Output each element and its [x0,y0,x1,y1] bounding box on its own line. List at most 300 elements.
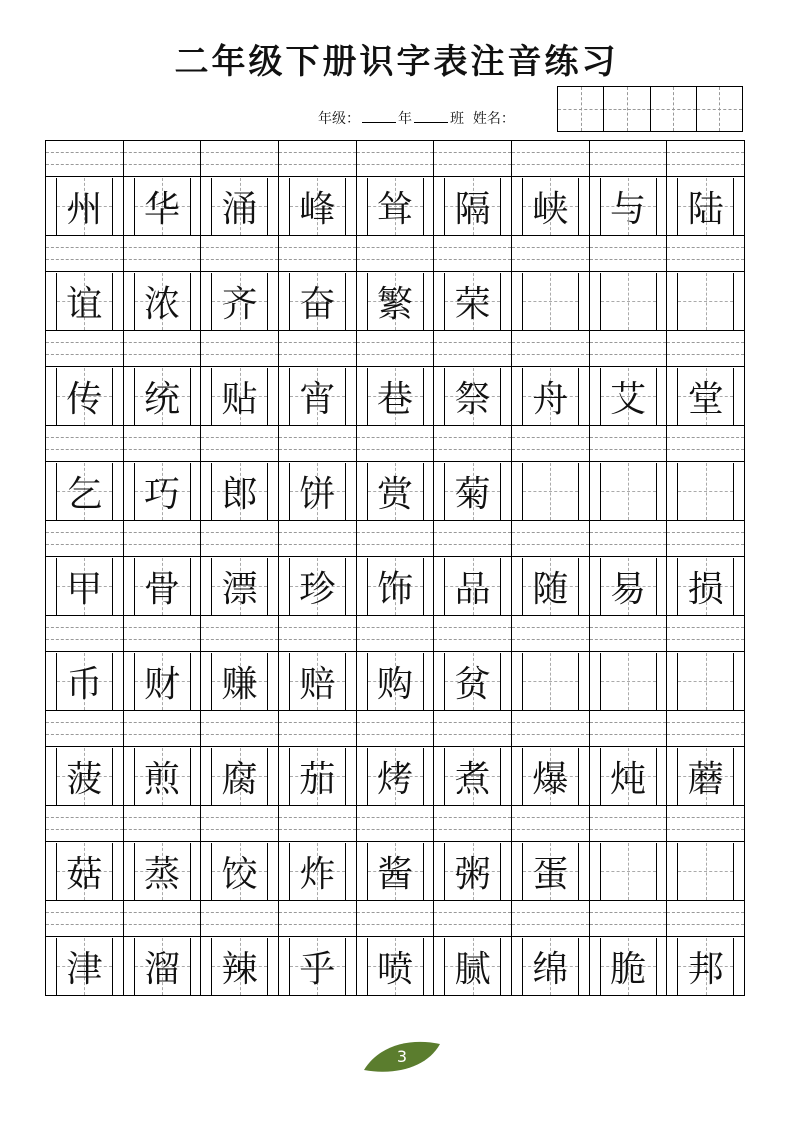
character-cell [666,842,745,900]
tianzige-box [677,368,734,425]
pinyin-cell[interactable] [200,616,278,651]
tianzige-box [522,463,579,520]
pinyin-cell[interactable] [123,426,201,461]
tianzige-box [367,748,424,805]
pinyin-cell[interactable] [433,616,511,651]
character-cell [45,652,123,710]
character: 珍 [299,568,336,610]
character-cell [278,842,356,900]
tianzige-box [211,178,268,235]
character: 绵 [532,948,569,990]
character-cell [511,367,589,425]
row-group [45,141,745,236]
character-cell [45,937,123,995]
character: 与 [610,188,647,230]
pinyin-cell[interactable] [433,901,511,936]
tianzige-box [134,463,191,520]
pinyin-cell[interactable] [589,331,667,366]
pinyin-cell[interactable] [200,236,278,271]
pinyin-row [45,901,745,937]
pinyin-row [45,236,745,272]
character: 乎 [299,948,336,990]
tianzige-box [677,748,734,805]
character: 统 [143,378,180,420]
character: 宵 [299,378,336,420]
pinyin-cell[interactable] [666,236,745,271]
character-cell [433,842,511,900]
tianzige-box [522,558,579,615]
character-cell [123,177,201,235]
character: 菊 [454,473,491,515]
character-cell [123,652,201,710]
character: 腻 [454,948,491,990]
name-cell[interactable] [558,87,604,131]
character: 骨 [143,568,180,610]
pinyin-cell[interactable] [123,521,201,556]
pinyin-cell[interactable] [433,141,511,176]
pinyin-cell[interactable] [278,236,356,271]
character: 溜 [143,948,180,990]
character-cell [278,937,356,995]
pinyin-cell[interactable] [278,141,356,176]
pinyin-cell[interactable] [433,236,511,271]
class-label: 班 [450,111,464,127]
character-row [45,177,745,236]
tianzige-box [211,938,268,995]
pinyin-cell[interactable] [123,711,201,746]
pinyin-cell[interactable] [356,236,434,271]
character: 饼 [299,473,336,515]
pinyin-cell[interactable] [45,521,123,556]
pinyin-cell[interactable] [666,331,745,366]
tianzige-box [211,368,268,425]
character-cell [356,557,434,615]
character-cell [200,652,278,710]
character-cell [433,462,511,520]
character: 菠 [66,758,103,800]
character-cell [200,842,278,900]
character: 浓 [143,283,180,325]
character-cell [511,177,589,235]
pinyin-cell[interactable] [589,141,667,176]
character-cell [356,177,434,235]
tianzige-box [56,653,113,710]
character-cell [433,652,511,710]
character-cell [356,462,434,520]
pinyin-cell[interactable] [200,711,278,746]
pinyin-cell[interactable] [589,236,667,271]
character: 财 [143,663,180,705]
pinyin-cell[interactable] [278,806,356,841]
tianzige-box [444,938,501,995]
pinyin-cell[interactable] [356,141,434,176]
pinyin-row [45,141,745,177]
character: 币 [66,663,103,705]
character-cell [356,367,434,425]
tianzige-box [211,463,268,520]
tianzige-box [600,178,657,235]
character: 赚 [221,663,258,705]
character: 脆 [610,948,647,990]
character: 传 [66,378,103,420]
tianzige-box [522,748,579,805]
pinyin-cell[interactable] [278,426,356,461]
tianzige-box [367,178,424,235]
tianzige-box [289,558,346,615]
character: 贴 [221,378,258,420]
pinyin-cell[interactable] [45,901,123,936]
pinyin-cell[interactable] [278,331,356,366]
character-cell [511,747,589,805]
character: 随 [532,568,569,610]
pinyin-cell[interactable] [511,901,589,936]
character: 祭 [454,378,491,420]
character: 峰 [299,188,336,230]
character-cell [278,272,356,330]
pinyin-cell[interactable] [511,331,589,366]
character: 炸 [299,853,336,895]
tianzige-box [367,273,424,330]
pinyin-cell[interactable] [45,806,123,841]
tianzige-box [444,463,501,520]
character-cell [511,652,589,710]
character-cell [589,272,667,330]
pinyin-cell[interactable] [589,711,667,746]
character-cell [589,747,667,805]
tianzige-box [600,558,657,615]
character-cell [123,272,201,330]
character: 茄 [299,758,336,800]
pinyin-cell[interactable] [589,901,667,936]
pinyin-cell[interactable] [511,236,589,271]
pinyin-cell[interactable] [200,426,278,461]
character: 乞 [66,473,103,515]
tianzige-box [289,938,346,995]
tianzige-box [600,843,657,900]
pinyin-cell[interactable] [356,616,434,651]
pinyin-cell[interactable] [45,616,123,651]
character-cell [123,557,201,615]
character-cell [589,367,667,425]
character-cell [666,937,745,995]
pinyin-cell[interactable] [666,141,745,176]
pinyin-cell[interactable] [666,901,745,936]
character-row [45,462,745,521]
pinyin-cell[interactable] [123,236,201,271]
name-cell[interactable] [697,87,742,131]
character-cell [589,652,667,710]
character: 繁 [377,283,414,325]
character: 喷 [377,948,414,990]
tianzige-box [677,273,734,330]
pinyin-cell[interactable] [123,616,201,651]
character: 峡 [532,188,569,230]
pinyin-cell[interactable] [666,616,745,651]
tianzige-box [134,273,191,330]
character-cell [666,367,745,425]
character: 奋 [299,283,336,325]
tianzige-box [444,653,501,710]
tianzige-box [677,463,734,520]
character: 腐 [221,758,258,800]
character: 津 [66,948,103,990]
name-writing-box[interactable] [557,86,743,132]
tianzige-box [522,368,579,425]
character-cell [45,177,123,235]
tianzige-box [677,843,734,900]
row-group [45,901,745,996]
character-cell [45,367,123,425]
tianzige-box [444,843,501,900]
pinyin-cell[interactable] [433,711,511,746]
character: 巧 [143,473,180,515]
character-cell [200,747,278,805]
tianzige-box [600,273,657,330]
grade-blank[interactable] [362,122,396,123]
pinyin-cell[interactable] [356,521,434,556]
class-blank[interactable] [414,122,448,123]
pinyin-cell[interactable] [666,521,745,556]
pinyin-cell[interactable] [511,426,589,461]
pinyin-row [45,806,745,842]
tianzige-box [56,178,113,235]
name-label: 姓名： [472,111,515,127]
character: 辣 [221,948,258,990]
pinyin-cell[interactable] [200,331,278,366]
tianzige-box [444,748,501,805]
pinyin-cell[interactable] [356,331,434,366]
character: 荣 [454,283,491,325]
character: 煎 [143,758,180,800]
pinyin-cell[interactable] [666,711,745,746]
character-cell [200,462,278,520]
character: 饰 [377,568,414,610]
tianzige-box [134,558,191,615]
pinyin-cell[interactable] [278,901,356,936]
character-row [45,652,745,711]
tianzige-box [56,368,113,425]
tianzige-box [289,748,346,805]
pinyin-cell[interactable] [45,711,123,746]
character: 堂 [687,378,724,420]
pinyin-cell[interactable] [589,426,667,461]
tianzige-box [677,178,734,235]
tianzige-box [56,748,113,805]
character-cell [278,652,356,710]
pinyin-cell[interactable] [356,711,434,746]
character: 贫 [454,663,491,705]
pinyin-cell[interactable] [356,806,434,841]
character-cell [356,747,434,805]
character-cell [589,557,667,615]
character-cell [666,177,745,235]
character: 郎 [221,473,258,515]
tianzige-box [600,748,657,805]
character-cell [433,177,511,235]
character-cell [278,557,356,615]
character-row [45,842,745,901]
pinyin-cell[interactable] [200,521,278,556]
character: 粥 [454,853,491,895]
character-cell [589,177,667,235]
student-info [318,108,515,128]
character: 艾 [610,378,647,420]
character-cell [356,652,434,710]
character-cell [200,367,278,425]
pinyin-cell[interactable] [200,901,278,936]
name-cell[interactable] [604,87,650,131]
tianzige-box [134,748,191,805]
character-cell [433,367,511,425]
name-cell[interactable] [651,87,697,131]
tianzige-box [677,558,734,615]
character: 损 [687,568,724,610]
pinyin-cell[interactable] [123,806,201,841]
character: 隔 [454,188,491,230]
character: 爆 [532,758,569,800]
character-cell [511,557,589,615]
pinyin-cell[interactable] [123,141,201,176]
character-cell [511,842,589,900]
pinyin-cell[interactable] [278,711,356,746]
character-cell [589,842,667,900]
character-cell [45,747,123,805]
tianzige-box [211,273,268,330]
character-cell [123,462,201,520]
row-group [45,521,745,616]
pinyin-cell[interactable] [589,806,667,841]
pinyin-cell[interactable] [45,331,123,366]
character-cell [45,557,123,615]
character: 饺 [221,853,258,895]
tianzige-box [367,463,424,520]
character: 购 [377,663,414,705]
tianzige-box [522,653,579,710]
pinyin-cell[interactable] [511,616,589,651]
tianzige-box [289,843,346,900]
pinyin-cell[interactable] [200,806,278,841]
tianzige-box [134,653,191,710]
character: 蘑 [687,758,724,800]
character: 蛋 [532,853,569,895]
character: 舟 [532,378,569,420]
pinyin-cell[interactable] [45,141,123,176]
character-cell [666,462,745,520]
grade-label: 年级： [318,111,360,127]
character-cell [433,937,511,995]
pinyin-cell[interactable] [666,806,745,841]
character: 齐 [221,283,258,325]
tianzige-box [211,653,268,710]
tianzige-box [367,368,424,425]
pinyin-cell[interactable] [200,141,278,176]
character-cell [356,272,434,330]
row-group [45,331,745,426]
character: 品 [454,568,491,610]
character-row [45,557,745,616]
pinyin-cell[interactable] [45,426,123,461]
tianzige-box [56,463,113,520]
pinyin-cell[interactable] [356,901,434,936]
tianzige-box [211,558,268,615]
character: 邦 [687,948,724,990]
character: 巷 [377,378,414,420]
pinyin-cell[interactable] [511,521,589,556]
pinyin-cell[interactable] [589,616,667,651]
tianzige-box [444,273,501,330]
row-group [45,426,745,521]
character: 甲 [66,568,103,610]
pinyin-cell[interactable] [433,331,511,366]
character: 赏 [377,473,414,515]
pinyin-cell[interactable] [589,521,667,556]
tianzige-box [367,653,424,710]
page-number: 3 [396,1047,408,1066]
character-cell [511,937,589,995]
row-group [45,616,745,711]
pinyin-cell[interactable] [278,616,356,651]
pinyin-cell[interactable] [666,426,745,461]
character-cell [123,747,201,805]
pinyin-cell[interactable] [433,426,511,461]
character-cell [356,937,434,995]
pinyin-cell[interactable] [433,806,511,841]
character-cell [433,557,511,615]
pinyin-row [45,331,745,367]
character-cell [123,842,201,900]
tianzige-box [522,178,579,235]
pinyin-cell[interactable] [356,426,434,461]
pinyin-cell[interactable] [278,521,356,556]
character: 易 [610,568,647,610]
character-row [45,272,745,331]
character: 酱 [377,853,414,895]
row-group [45,236,745,331]
character-cell [45,272,123,330]
tianzige-box [289,368,346,425]
tianzige-box [677,653,734,710]
character-cell [278,177,356,235]
pinyin-cell[interactable] [511,806,589,841]
year-label: 年 [398,111,412,127]
character-cell [433,747,511,805]
pinyin-cell[interactable] [45,236,123,271]
character-cell [200,937,278,995]
character: 菇 [66,853,103,895]
character-cell [45,842,123,900]
pinyin-cell[interactable] [511,141,589,176]
pinyin-cell[interactable] [123,331,201,366]
character-cell [200,177,278,235]
pinyin-cell[interactable] [433,521,511,556]
character-cell [433,272,511,330]
row-group [45,806,745,901]
character-cell [666,272,745,330]
character-cell [123,367,201,425]
tianzige-box [600,938,657,995]
character: 谊 [66,283,103,325]
pinyin-row [45,711,745,747]
tianzige-box [56,938,113,995]
character-cell [123,937,201,995]
practice-grid [45,140,745,996]
tianzige-box [522,938,579,995]
pinyin-cell[interactable] [511,711,589,746]
character-cell [511,462,589,520]
pinyin-cell[interactable] [123,901,201,936]
character-cell [666,747,745,805]
tianzige-box [211,748,268,805]
